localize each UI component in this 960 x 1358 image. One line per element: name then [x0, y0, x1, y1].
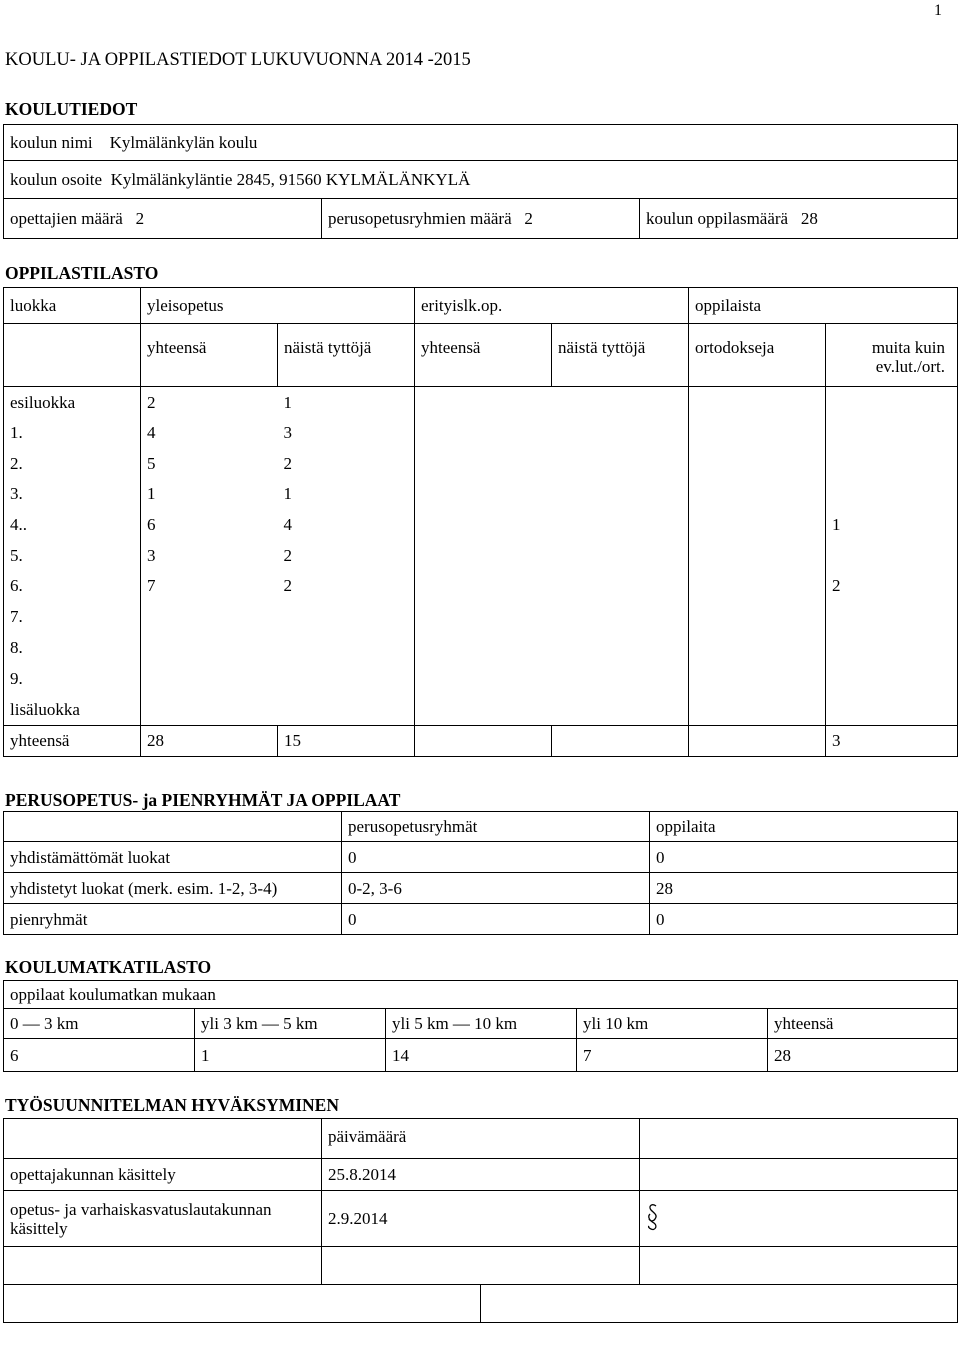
stats-row-label: 5.	[10, 545, 23, 565]
stats-row-special-girls	[552, 601, 689, 632]
stats-row-other-religion	[826, 601, 958, 632]
stats-row-special-girls	[552, 632, 689, 663]
stats-row-label: 4..	[10, 515, 27, 535]
stats-row-orthodox	[689, 417, 826, 448]
school-name: Kylmälänkylän koulu	[109, 133, 258, 152]
header-date: päivämäärä	[322, 1119, 640, 1159]
group-row-groups: 0-2, 3-6	[342, 873, 650, 904]
stats-row-special-girls	[552, 571, 689, 602]
pupil-stats-rows	[4, 387, 958, 726]
stats-row-special-total	[415, 509, 552, 540]
stats-row-other-religion	[826, 693, 958, 725]
stats-row-special-total	[415, 448, 552, 479]
stats-row-orthodox	[689, 509, 826, 540]
sum-total: 28	[141, 725, 278, 756]
stats-row-special-girls	[552, 509, 689, 540]
travel-value-3-5km: 1	[195, 1039, 386, 1072]
stats-row-total: 5	[141, 448, 278, 479]
stats-row-other-religion: 1	[826, 509, 958, 540]
stats-row-special-total	[415, 417, 552, 448]
document-title: KOULU- JA OPPILASTIEDOT LUKUVUONNA 2014 -2015	[5, 50, 471, 70]
stats-row-orthodox	[689, 571, 826, 602]
stats-row-label: 6.	[10, 576, 23, 596]
sum-girls: 15	[278, 725, 415, 756]
approval-section-title: TYÖSUUNNITELMAN HYVÄKSYMINEN	[5, 1095, 339, 1115]
stats-row-total	[141, 693, 278, 725]
travel-section-title: KOULUMATKATILASTO	[5, 957, 212, 977]
group-row-groups: 0	[342, 904, 650, 935]
stats-row-girls: 2	[283, 576, 292, 596]
pupils-value: 28	[800, 209, 818, 228]
header-general: yleisopetus	[141, 288, 415, 324]
stats-row-special-total	[415, 663, 552, 694]
stats-row-orthodox	[689, 601, 826, 632]
stats-row-label: 1.	[10, 423, 23, 443]
stats-row-total: 3	[141, 540, 278, 571]
group-row-label: pienryhmät	[4, 904, 342, 935]
school-section-title: KOULUTIEDOT	[5, 99, 138, 119]
stats-row-girls	[278, 632, 415, 663]
travel-header-5-10km: yli 5 km — 10 km	[386, 1009, 577, 1039]
stats-row	[4, 663, 958, 694]
stats-row-special-total	[415, 540, 552, 571]
stats-row-label: lisäluokka	[10, 699, 80, 719]
stats-row-girls: 2	[283, 545, 292, 565]
stats-row	[4, 540, 958, 571]
stats-row-label: 9.	[10, 668, 23, 688]
stats-row-total	[141, 601, 278, 632]
stats-row-total: 6	[141, 509, 278, 540]
travel-value-over-10km: 7	[577, 1039, 768, 1072]
sum-other: 3	[826, 725, 958, 756]
groups-cell	[322, 199, 640, 239]
stats-row-girls: 4	[283, 515, 292, 535]
stats-row	[4, 417, 958, 448]
stats-row-other-religion	[826, 417, 958, 448]
stats-row-special-girls	[552, 693, 689, 725]
stats-row-girls: 3	[283, 423, 292, 443]
stats-row-other-religion	[826, 540, 958, 571]
stats-row-orthodox	[689, 387, 826, 418]
stats-row-orthodox	[689, 448, 826, 479]
approval-row-date: 25.8.2014	[322, 1159, 640, 1191]
stats-row	[4, 601, 958, 632]
travel-subtitle: oppilaat koulumatkan mukaan	[4, 981, 958, 1009]
stats-row	[4, 632, 958, 663]
header-general-total: yhteensä	[141, 324, 278, 387]
teachers-value: 2	[135, 209, 145, 228]
stats-row-girls: 1	[283, 392, 292, 412]
pupils-label: koulun oppilasmäärä	[646, 209, 789, 228]
stats-row-special-total	[415, 479, 552, 510]
page-number: 1	[934, 2, 942, 19]
travel-header-3-5km: yli 3 km — 5 km	[195, 1009, 386, 1039]
stats-row-special-total	[415, 693, 552, 725]
stats-row-orthodox	[689, 479, 826, 510]
stats-row-girls	[278, 693, 415, 725]
stats-row-other-religion	[826, 632, 958, 663]
groups-section-title: PERUSOPETUS- ja PIENRYHMÄT JA OPPILAAT	[5, 790, 401, 810]
header-orthodox: ortodokseja	[689, 324, 826, 387]
stats-row-total	[141, 632, 278, 663]
header-other-religion: muita kuin ev.lut./ort.	[826, 324, 958, 387]
header-special-girls: näistä tyttöjä	[552, 324, 689, 387]
stats-section-title: OPPILASTILASTO	[5, 263, 159, 283]
header-special-total: yhteensä	[415, 324, 552, 387]
stats-row-special-girls	[552, 663, 689, 694]
stats-row-label: 7.	[10, 607, 23, 627]
teachers-label: opettajien määrä	[10, 209, 123, 228]
pupil-stats-table	[3, 287, 958, 757]
stats-row-special-girls	[552, 540, 689, 571]
approval-table	[3, 1118, 958, 1323]
stats-row-orthodox	[689, 663, 826, 694]
header-general-girls: näistä tyttöjä	[278, 324, 415, 387]
stats-row-special-girls	[552, 479, 689, 510]
travel-table	[3, 980, 958, 1072]
stats-row	[4, 571, 958, 602]
group-row-label: yhdistetyt luokat (merk. esim. 1-2, 3-4)	[4, 873, 342, 904]
header-group-pupils: oppilaita	[650, 812, 958, 842]
stats-row-label: 3.	[10, 484, 23, 504]
travel-header-over-10km: yli 10 km	[577, 1009, 768, 1039]
travel-value-0-3km: 6	[4, 1039, 195, 1072]
travel-header-total: yhteensä	[768, 1009, 958, 1039]
stats-row-special-total	[415, 387, 552, 418]
header-teaching-groups: perusopetusryhmät	[342, 812, 650, 842]
stats-row	[4, 387, 958, 418]
stats-row-other-religion	[826, 663, 958, 694]
travel-header-0-3km: 0 — 3 km	[4, 1009, 195, 1039]
approval-row-date: 2.9.2014	[322, 1191, 640, 1247]
stats-row-other-religion	[826, 387, 958, 418]
stats-row-special-girls	[552, 417, 689, 448]
stats-row-special-girls	[552, 448, 689, 479]
group-row-pupils: 0	[650, 842, 958, 873]
school-info-table	[3, 124, 958, 239]
school-address: Kylmälänkyläntie 2845, 91560 KYLMÄLÄNKYLÄ	[110, 170, 471, 189]
groups-value: 2	[524, 209, 533, 228]
header-special: erityislk.op.	[415, 288, 689, 324]
stats-row-total: 2	[141, 387, 278, 418]
teachers-cell	[4, 199, 322, 239]
stats-row-label: 8.	[10, 637, 23, 657]
section-sign-icon	[646, 1202, 660, 1232]
stats-row-girls: 1	[283, 484, 292, 504]
approval-row-label: opetus- ja varhaiskasvatuslautakunnan käsittely	[4, 1191, 322, 1247]
groups-table	[3, 811, 958, 935]
travel-value-total: 28	[768, 1039, 958, 1072]
group-row-groups: 0	[342, 842, 650, 873]
stats-row-other-religion	[826, 479, 958, 510]
group-row-label: yhdistämättömät luokat	[4, 842, 342, 873]
stats-row-total	[141, 663, 278, 694]
stats-row	[4, 448, 958, 479]
stats-row-orthodox	[689, 540, 826, 571]
school-name-label: koulun nimi	[10, 133, 93, 152]
approval-row-label: opettajakunnan käsittely	[4, 1159, 322, 1191]
group-row-pupils: 0	[650, 904, 958, 935]
stats-row-special-total	[415, 571, 552, 602]
groups-label: perusopetusryhmien määrä	[328, 209, 512, 228]
stats-row	[4, 509, 958, 540]
header-class: luokka	[10, 296, 57, 315]
stats-row-total: 7	[141, 571, 278, 602]
stats-row	[4, 479, 958, 510]
stats-row-other-religion: 2	[826, 571, 958, 602]
stats-row-girls	[278, 601, 415, 632]
stats-row-total: 1	[141, 479, 278, 510]
stats-row-other-religion	[826, 448, 958, 479]
group-row-pupils: 28	[650, 873, 958, 904]
stats-row	[4, 693, 958, 725]
header-pupils: oppilaista	[689, 288, 958, 324]
school-address-label: koulun osoite	[10, 170, 103, 189]
stats-row-girls: 2	[283, 453, 292, 473]
stats-row-special-total	[415, 632, 552, 663]
school-name-cell	[4, 125, 958, 161]
stats-row-special-girls	[552, 387, 689, 418]
stats-row-girls	[278, 663, 415, 694]
pupils-cell	[640, 199, 958, 239]
stats-row-label: 2.	[10, 453, 23, 473]
stats-row-special-total	[415, 601, 552, 632]
stats-row-label: esiluokka	[10, 392, 76, 412]
stats-row-orthodox	[689, 632, 826, 663]
sum-label: yhteensä	[10, 731, 70, 751]
travel-value-5-10km: 14	[386, 1039, 577, 1072]
stats-row-total: 4	[141, 417, 278, 448]
stats-row-orthodox	[689, 693, 826, 725]
section-sign-mark	[640, 1191, 958, 1247]
school-address-cell	[4, 161, 958, 199]
